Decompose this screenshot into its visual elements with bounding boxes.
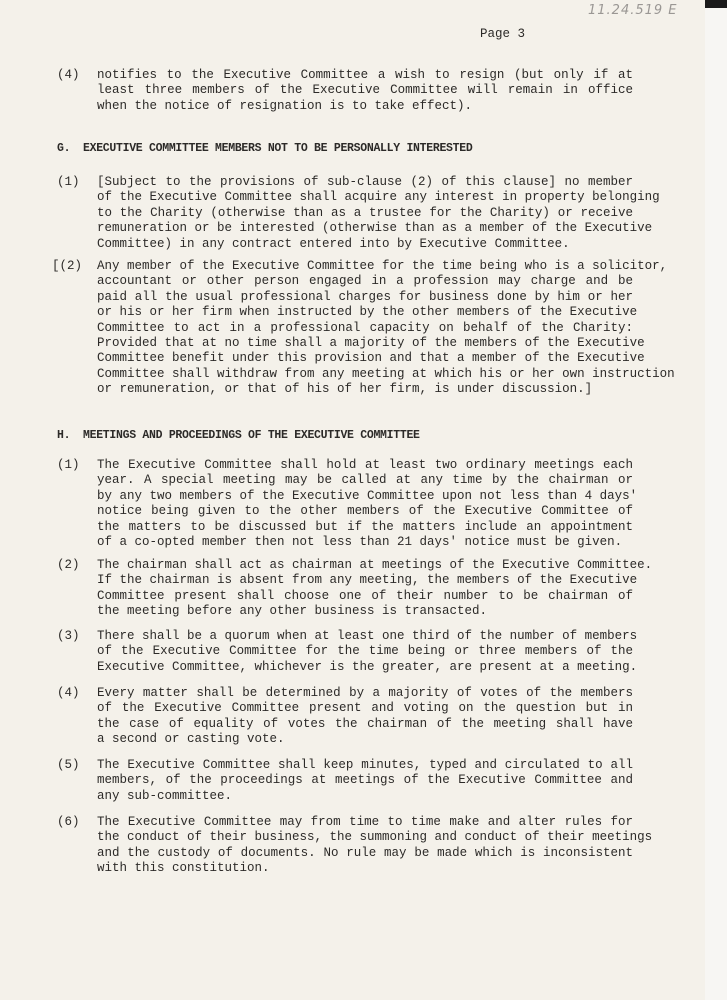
clause-number: (4)	[57, 68, 80, 82]
text-line: Provided that at no time shall a majority of the members of the Executive	[97, 336, 645, 351]
handwritten-note: 11.24.519 E	[588, 3, 678, 18]
clause-body	[97, 175, 660, 252]
text-line: or his or her firm when instructed by the other members of the Executive	[97, 305, 638, 320]
clause-body	[97, 68, 633, 114]
text-line: accountant or other person engaged in a profession may charge and be	[97, 274, 633, 289]
clause-number: (4)	[57, 686, 80, 700]
clause-body	[97, 259, 675, 398]
section-letter: H.	[57, 429, 71, 442]
text-line: the meeting before any other business is transacted.	[97, 604, 488, 619]
text-line: of the Executive Committee present and voting on the question but in	[97, 701, 633, 716]
text-line: notice being given to the other members of the Executive Committee of	[97, 504, 633, 519]
text-line: or remuneration, or that of his of her firm, is under discussion.]	[97, 382, 593, 397]
text-line: least three members of the Executive Committee will remain in office	[97, 83, 633, 98]
scan-edge	[705, 0, 727, 8]
text-line: Committee benefit under this provision and that a member of the Executive	[97, 351, 645, 366]
clause-number: (1)	[57, 175, 80, 189]
clause-number: (6)	[57, 815, 80, 829]
text-line: The chairman shall act as chairman at meetings of the Executive Committee.	[97, 558, 653, 572]
text-line: and the custody of documents. No rule may be made which is inconsistent	[97, 845, 633, 860]
text-line: The Executive Committee may from time to time make and alter rules for	[97, 815, 633, 829]
text-line: Any member of the Executive Committee for the time being who is a solicitor,	[97, 259, 668, 273]
text-line: notifies to the Executive Committee a wish to resign (but only if at	[97, 68, 633, 82]
clause-number: [(2)	[52, 259, 83, 273]
section-g-heading	[57, 142, 472, 155]
page-number: Page 3	[480, 27, 526, 41]
text-line: the matters to be discussed but if the matters include an appointment	[97, 519, 633, 534]
text-line: Every matter shall be determined by a majority of votes of the members	[97, 686, 633, 700]
text-line: remuneration or be interested (otherwise than as a member of the Executive	[97, 221, 653, 236]
text-line: a second or casting vote.	[97, 732, 285, 747]
clause-body	[97, 758, 633, 804]
text-line: Committee shall withdraw from any meeting at which his or her own instruction	[97, 366, 675, 381]
section-title: EXECUTIVE COMMITTEE MEMBERS NOT TO BE PERSONALLY INTERESTED	[83, 142, 473, 155]
text-line: paid all the usual professional charges for business done by him or her	[97, 289, 633, 304]
text-line: The Executive Committee shall hold at least two ordinary meetings each	[97, 458, 633, 472]
text-line: of a co-opted member then not less than 21 days' notice must be given.	[97, 535, 623, 550]
text-line: There shall be a quorum when at least one third of the number of members	[97, 629, 638, 643]
section-h-heading	[57, 429, 420, 442]
section-title: MEETINGS AND PROCEEDINGS OF THE EXECUTIVE COMMITTEE	[83, 429, 420, 442]
clause-body	[97, 558, 653, 620]
clause-body	[97, 815, 653, 877]
text-line: Committee present shall choose one of their number to be chairman of	[97, 588, 633, 603]
text-line: Committee to act in a professional capacity on behalf of the Charity:	[97, 320, 633, 335]
clause-body	[97, 629, 638, 675]
text-line: with this constitution.	[97, 861, 270, 876]
text-line: If the chairman is absent from any meeting, the members of the Executive	[97, 573, 638, 588]
clause-number: (3)	[57, 629, 80, 643]
text-line: Committee) in any contract entered into by Executive Committee.	[97, 236, 570, 251]
clause-number: (5)	[57, 758, 80, 772]
text-line: of the Executive Committee for the time being or three members of the	[97, 644, 633, 659]
text-line: The Executive Committee shall keep minutes, typed and circulated to all	[97, 758, 633, 772]
text-line: by any two members of the Executive Committee upon not less than 4 days'	[97, 488, 638, 503]
text-line: when the notice of resignation is to take effect).	[97, 98, 473, 113]
text-line: [Subject to the provisions of sub-clause (2) of this clause] no member	[97, 175, 633, 189]
section-letter: G.	[57, 142, 71, 155]
text-line: the case of equality of votes the chairman of the meeting shall have	[97, 716, 633, 731]
text-line: any sub-committee.	[97, 788, 233, 803]
clause-number: (2)	[57, 558, 80, 572]
text-line: members, of the proceedings at meetings of the Executive Committee and	[97, 773, 633, 788]
text-line: to the Charity (otherwise than as a trustee for the Charity) or receive	[97, 205, 633, 220]
text-line: year. A special meeting may be called at any time by the chairman or	[97, 473, 633, 488]
page-edge	[705, 0, 727, 1000]
clause-body	[97, 686, 633, 748]
text-line: the conduct of their business, the summoning and conduct of their meetings	[97, 830, 653, 845]
clause-number: (1)	[57, 458, 80, 472]
text-line: of the Executive Committee shall acquire any interest in property belonging	[97, 190, 660, 205]
text-line: Executive Committee, whichever is the greater, are present at a meeting.	[97, 659, 638, 674]
clause-body	[97, 458, 638, 550]
